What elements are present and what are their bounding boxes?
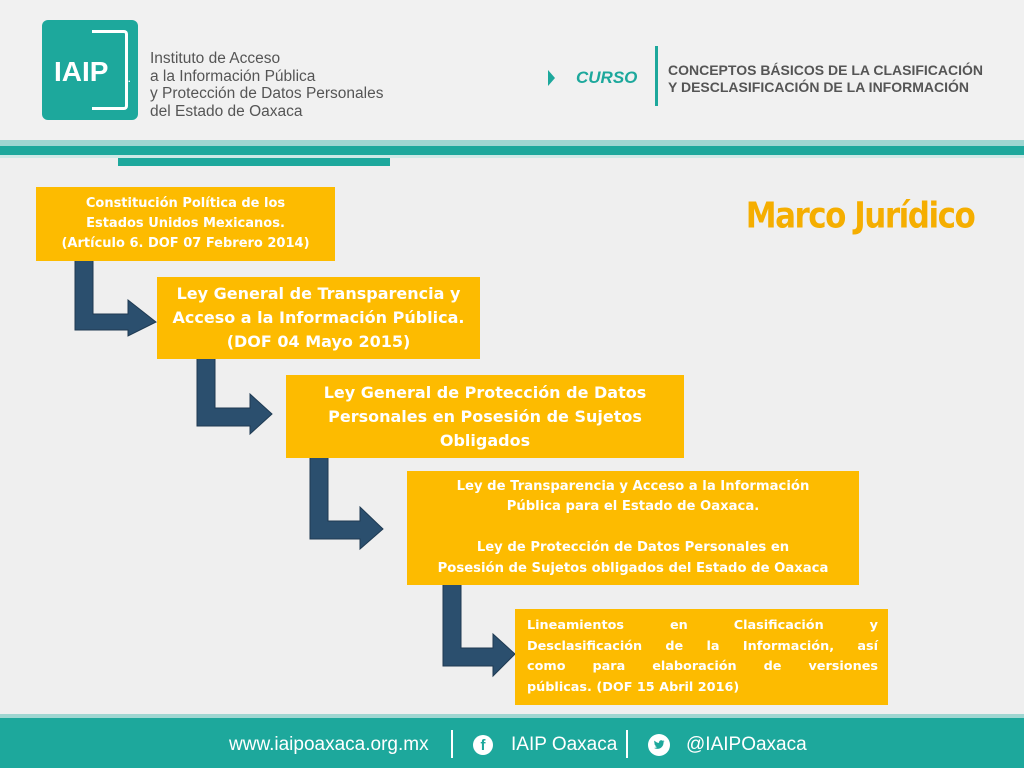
node-line: Ley General de Protección de Datos — [323, 382, 647, 402]
connector-arrow-3 — [305, 455, 395, 551]
institution-line: del Estado de Oaxaca — [150, 102, 303, 120]
course-title — [668, 62, 983, 96]
node-line: Ley de Protección de Datos Personales en — [476, 540, 790, 556]
node-line: Desclasificación de la Información, así — [527, 638, 878, 654]
node-constitucion — [36, 187, 335, 261]
footer-divider — [626, 730, 628, 758]
institution-line: Instituto de Acceso — [150, 50, 281, 67]
connector-arrow-1 — [70, 258, 160, 340]
node-line: Ley General de Transparencia y — [176, 284, 461, 303]
node-ley-general-datos-personales — [286, 375, 684, 458]
course-label: CURSO — [576, 68, 638, 87]
node-leyes-oaxaca — [407, 471, 859, 585]
node-line: Obligados — [439, 430, 531, 450]
node-line: Constitución Política de los — [85, 196, 286, 211]
institution-name — [150, 50, 410, 120]
logo-mark: . — [128, 74, 131, 84]
connector-arrow-2 — [192, 356, 282, 436]
node-line: (DOF 04 Mayo 2015) — [226, 332, 411, 351]
section-title: Marco Jurídico — [745, 195, 975, 237]
logo-text: IAIP — [54, 56, 109, 87]
node-line: Posesión de Sujetos obligados del Estado de Oaxaca — [437, 560, 829, 576]
twitter-link[interactable]: @IAIPOaxaca — [686, 734, 807, 755]
institution-line: y Protección de Datos Personales — [150, 85, 384, 102]
node-spacer — [438, 518, 829, 539]
node-line: Personales en Posesión de Sujetos — [328, 406, 642, 426]
course-title-line: Y DESCLASIFICACIÓN DE LA INFORMACIÓN — [668, 79, 970, 95]
header-band — [0, 146, 1024, 155]
facebook-icon[interactable]: f — [473, 735, 493, 755]
node-line: (Artículo 6. DOF 07 Febrero 2014) — [61, 236, 310, 251]
node-line: públicas. (DOF 15 Abril 2016) — [527, 679, 740, 695]
course-title-line: CONCEPTOS BÁSICOS DE LA CLASIFICACIÓN — [668, 62, 984, 78]
facebook-link[interactable]: IAIP Oaxaca — [511, 734, 618, 755]
node-ley-general-transparencia — [157, 277, 480, 359]
node-line: Pública para el Estado de Oaxaca. — [506, 499, 760, 515]
header-divider — [655, 46, 658, 106]
node-line: Estados Unidos Mexicanos. — [86, 216, 285, 231]
institution-line: a la Información Pública — [150, 67, 316, 85]
twitter-icon[interactable] — [648, 734, 670, 756]
node-line: Ley de Transparencia y Acceso a la Información — [456, 478, 810, 494]
curso-arrow-icon — [548, 70, 555, 86]
header-tab — [118, 158, 390, 166]
node-line: Lineamientos en Clasificación y — [527, 618, 878, 633]
iaip-logo[interactable] — [42, 20, 138, 120]
node-line: como para elaboración de versiones — [527, 659, 878, 674]
node-lineamientos — [515, 609, 888, 705]
footer-divider — [451, 730, 453, 758]
website-link[interactable]: www.iaipoaxaca.org.mx — [229, 734, 429, 755]
node-line: Acceso a la Información Pública. — [172, 308, 465, 327]
